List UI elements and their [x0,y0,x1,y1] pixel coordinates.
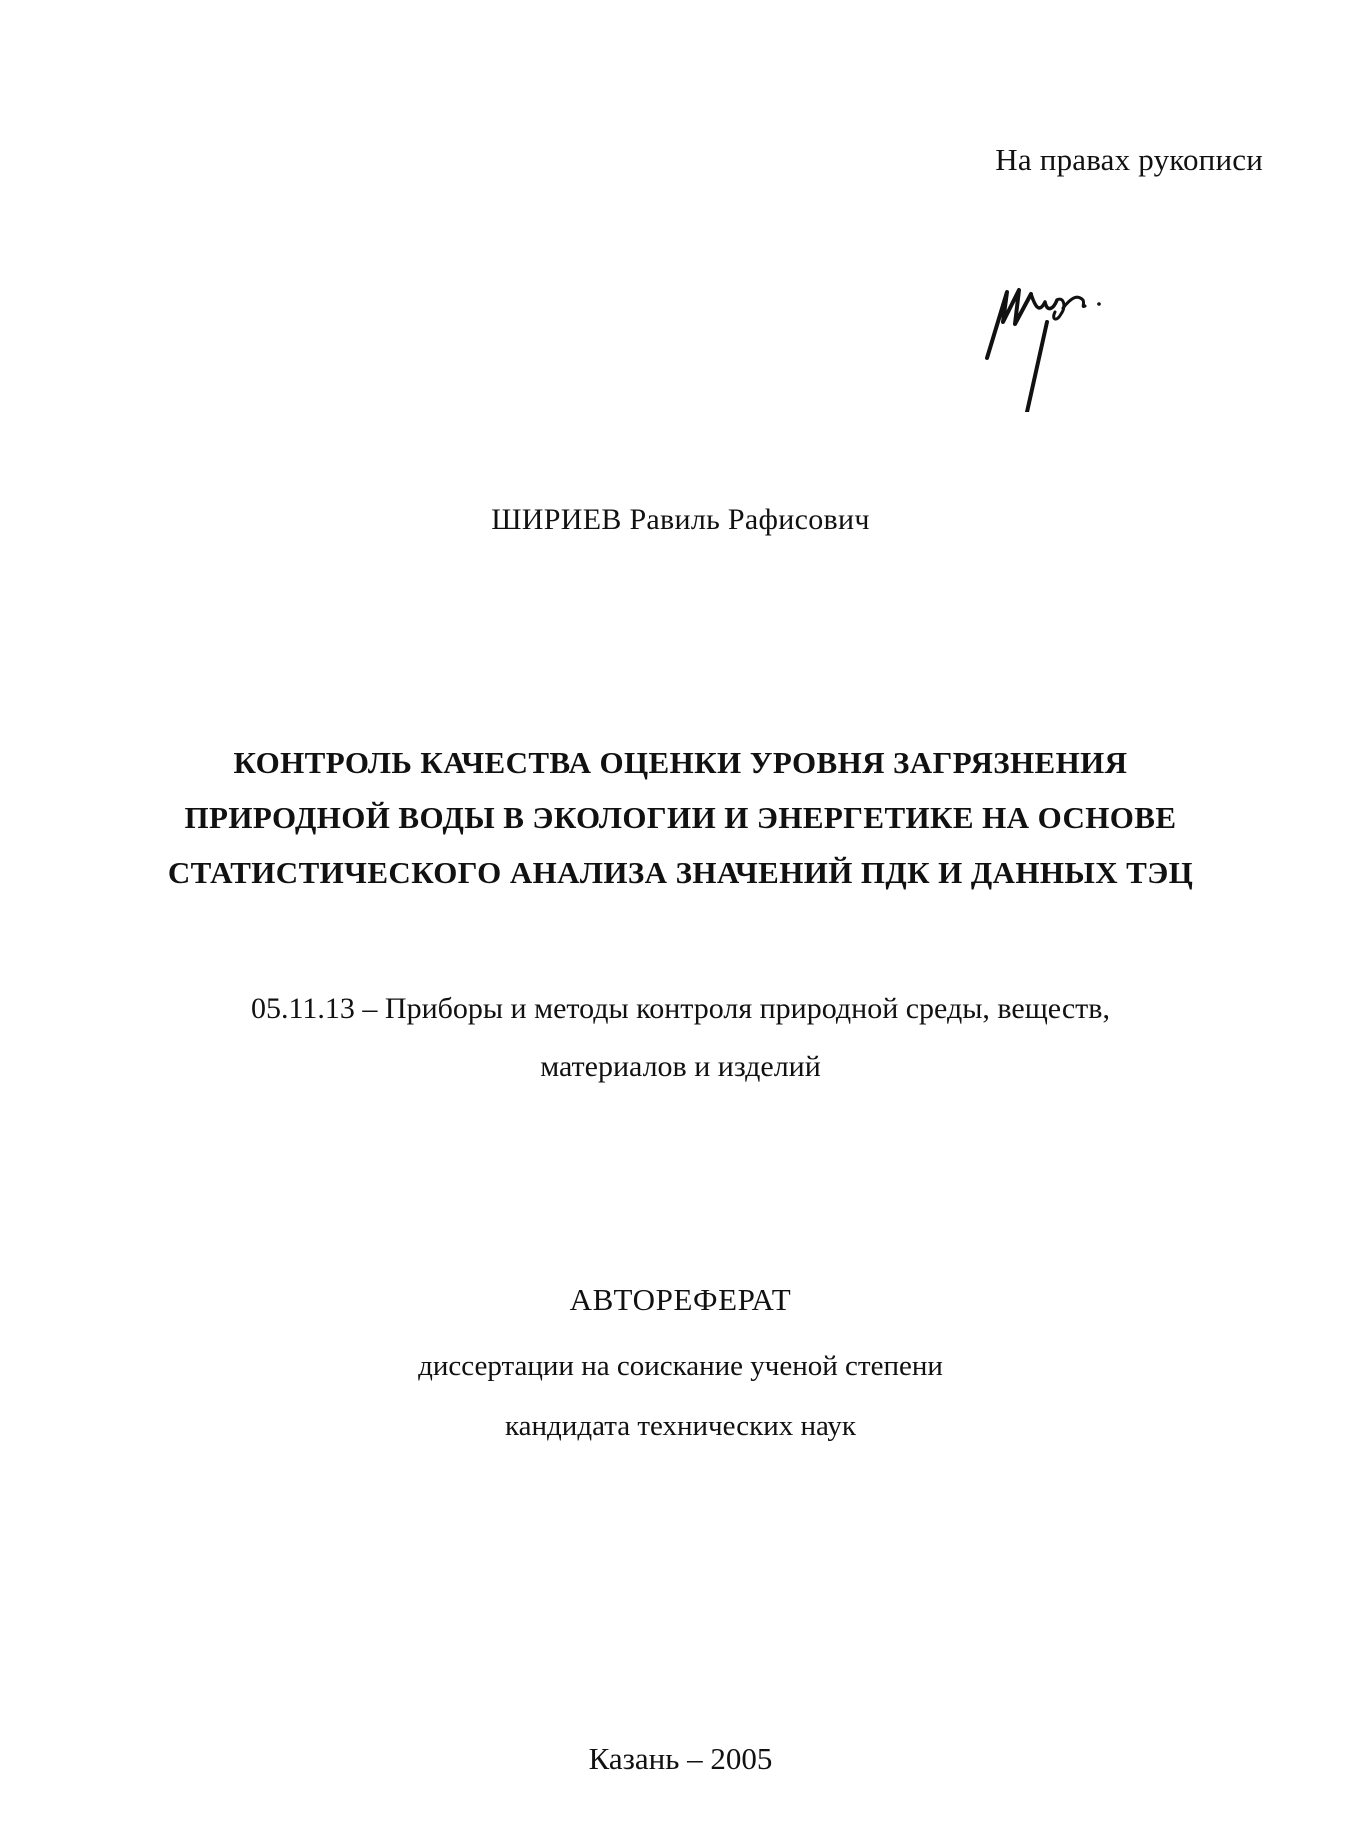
document-type: АВТОРЕФЕРАТ [569,1282,792,1317]
degree-line: диссертации на соискание ученой степени [418,1350,943,1382]
handwritten-signature [985,262,1135,412]
title-line: СТАТИСТИЧЕСКОГО АНАЛИЗА ЗНАЧЕНИЙ ПДК И ДАННЫХ ТЭЦ [167,855,1194,890]
degree-description [0,1336,1361,1456]
place-year: Казань – 2005 [588,1741,773,1776]
specialty-code [0,980,1361,1096]
specialty-line: материалов и изделий [540,1050,821,1083]
dissertation-title [0,735,1361,900]
specialty-line: 05.11.13 – Приборы и методы контроля природной среды, веществ, [251,992,1110,1025]
title-line: КОНТРОЛЬ КАЧЕСТВА ОЦЕНКИ УРОВНЯ ЗАГРЯЗНЕНИЯ [233,745,1128,780]
rights-note: На правах рукописи [995,142,1263,177]
author-name: ШИРИЕВ Равиль Рафисович [491,503,870,536]
title-line: ПРИРОДНОЙ ВОДЫ В ЭКОЛОГИИ И ЭНЕРГЕТИКЕ НА ОСНОВЕ [184,800,1177,835]
degree-line: кандидата технических наук [505,1410,856,1442]
